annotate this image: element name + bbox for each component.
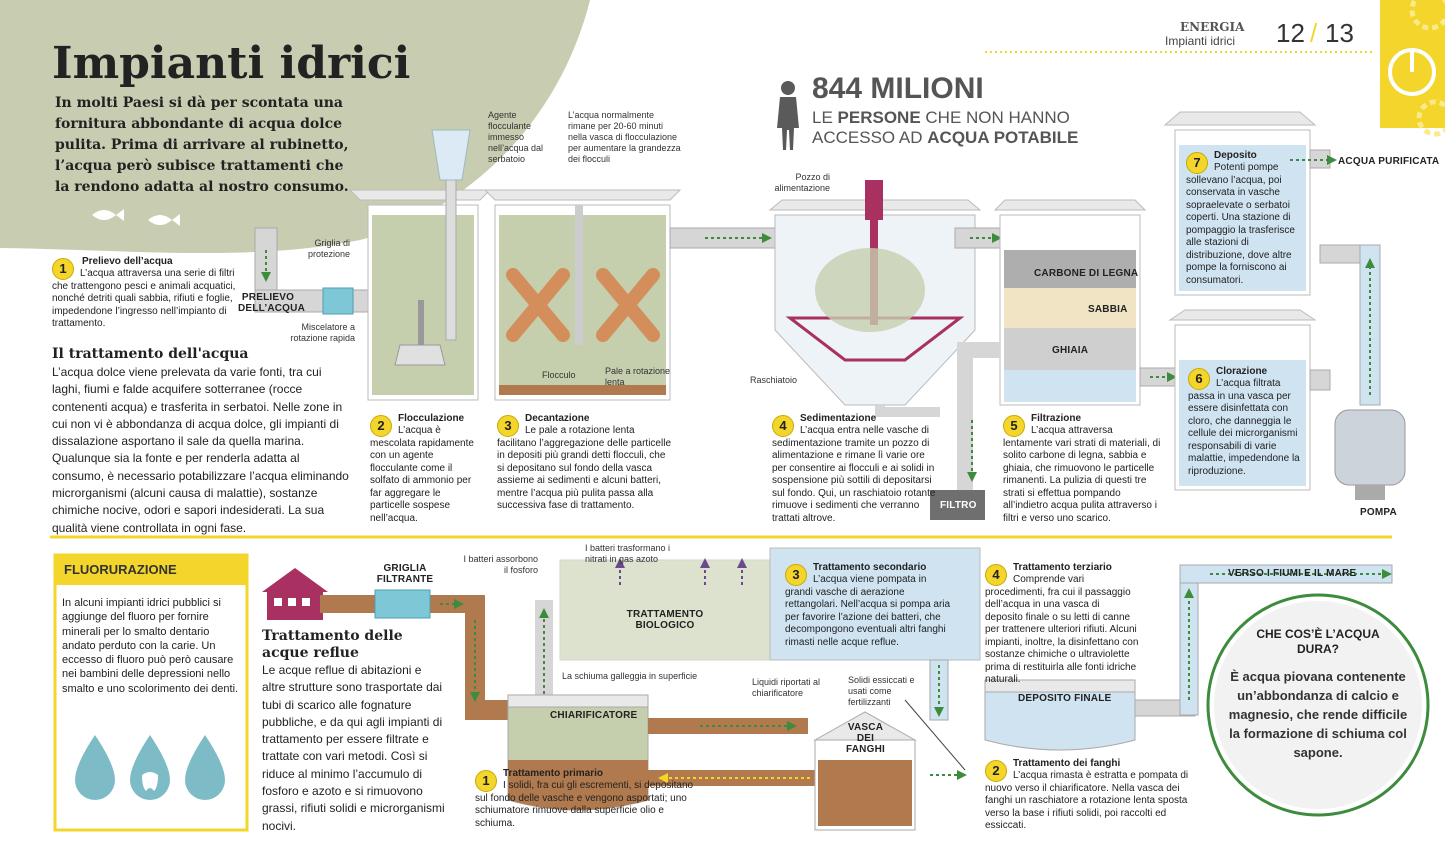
treatment-heading: Il trattamento dell'acqua (52, 346, 249, 362)
filtration-tank (995, 200, 1145, 405)
stat-text-a: LE (812, 108, 838, 127)
final-deposit-tank (985, 680, 1135, 750)
bstep-4-text: Comprende vari procedimenti, fra cui il passaggio dell’acqua in una vasca di deposito finale o su letti di canne per trattenere ulteriori rifiuti. Alcuni impianti, inoltre, la disinfettano con sostanze chimiche o ultraviolette prima di restituirla alle fonti idriche naturali. (985, 574, 1139, 685)
intake-screen (323, 288, 353, 314)
hard-water-title: CHE COS’È L’ACQUA DURA? (1256, 627, 1380, 656)
pump (1335, 410, 1405, 485)
bstep-2-title: Trattamento dei fanghi (1013, 758, 1121, 769)
step-4-text: L’acqua entra nelle vasche di sedimentazione tramite un pozzo di alimentazione e rimane lì varie ore per consentire ai flocculi e ai solidi in sospensione più sottili di depositarsi sul fondo. Qui, un raschiatoio rotante rimuove i sedimenti che verranno trattati altrove. (772, 425, 936, 524)
step-7-text: Potenti pompe sollevano l’acqua, poi conservata in vasche sopraelevate o serbatoi coperti. Una stazione di pompaggio la trasferisce alle stazioni di distribuzione, dove altre pompe la forniscono ai consumatori. (1186, 162, 1295, 286)
intro-text: In molti Paesi si dà per scontata una fornitura abbondante di acqua dolce pulita. Prima di arrivare al rubinetto, l’acqua però subisce trattamenti che la rendono adatta al nostro consumo. (55, 95, 349, 195)
label-deposito: DEPOSITO FINALE (1018, 693, 1112, 704)
fluor-title: FLUORURAZIONE (64, 562, 177, 577)
bstep-2-text: L’acqua rimasta è estratta e pompata di nuovo verso il chiarificatore. Nella vasca dei fanghi un raschiatore a rotazione lenta sposta verso la base i rifiuti solidi, poi raccolti ed essiccati. (985, 770, 1189, 831)
label-prelievo: PRELIEVO DELL’ACQUA (238, 292, 305, 314)
label-batteri-fosforo: I batteri assorbono il fosforo (463, 554, 538, 575)
step-3-title: Decantazione (525, 413, 590, 424)
label-pozzo: Pozzo di alimentazione (774, 172, 830, 193)
label-pompa: POMPA (1360, 507, 1397, 518)
label-solidi: Solidi essiccati e usati come fertilizzanti (848, 675, 915, 707)
step-6-badge: 6 (1188, 368, 1210, 390)
fluor-text: In alcuni impianti idrici pubblici si aggiunge del fluoro per fornire minerali per lo smalto dentario andato perduto con la carie. Un eccesso di fluoro può però causare nei bambini delle depressioni nello smalto e uno scolorimento dei denti. (62, 597, 239, 695)
label-carbone: CARBONE DI LEGNA (1034, 268, 1139, 279)
label-normalmente: L’acqua normalmente rimane per 20-60 minuti nella vasca di flocculazione per aumentare la grandezza dei flocculi (568, 110, 681, 164)
step-7-badge: 7 (1186, 152, 1208, 174)
label-filtro: FILTRO (940, 500, 977, 511)
step-1-badge: 1 (52, 258, 74, 280)
label-batteri-azoto: I batteri trasformano i nitrati in gas azoto (585, 543, 671, 564)
bstep-3-text: L’acqua viene pompata in grandi vasche di aerazione rettangolari. Nell’acqua si pompa aria per favorire l’azione dei batteri, che decompongono eventuali altri fanghi rimasti nelle acque reflue. (785, 574, 951, 648)
stat-number: 844 MILIONI (812, 72, 984, 105)
label-flocculo: Flocculo (542, 370, 576, 380)
sedimentation-tank (770, 180, 980, 405)
step-5-text: L’acqua attraversa lentamente vari strati di materiali, di solito carbone di legna, sabbia e ghiaia, che rimuovono le particelle rimanenti. La pulizia di questi tre strati si effettua pompando all’indietro acqua pulita attraverso i filtri e verso uno scarico. (1003, 425, 1161, 524)
label-griglia: Griglia di protezione (307, 238, 350, 259)
bstep-3-badge: 3 (785, 564, 807, 586)
label-schiuma: La schiuma galleggia in superficie (562, 671, 698, 681)
label-pale: Pale a rotazione lenta (605, 366, 671, 387)
label-biologico: TRATTAMENTO BIOLOGICO (626, 609, 704, 631)
house-icon (262, 568, 328, 620)
stat-text-c: CHE NON HANNO (920, 108, 1070, 127)
step-2-title: Flocculazione (398, 413, 465, 424)
step-7-title: Deposito (1214, 150, 1257, 161)
step-5-badge: 5 (1003, 415, 1025, 437)
label-vasca: VASCA DEI FANGHI (846, 722, 885, 755)
label-raschiatoio: Raschiatoio (750, 375, 798, 385)
header-subsection: Impianti idrici (1165, 34, 1236, 48)
label-agente: Agente flocculante immesso nell’acqua dal serbatoio (488, 110, 544, 164)
step-1-text: L’acqua attraversa una serie di filtri che trattengono pesci e animali acquatici, nonché detriti quali sabbia, rifiuti e foglie, impedendone l’ingresso nell’impianto di trattamento. (52, 268, 236, 329)
stat-text-d: ACCESSO AD (812, 128, 928, 147)
step-3-badge: 3 (497, 415, 519, 437)
label-chiarificatore: CHIARIFICATORE (550, 710, 638, 721)
treatment-body: L’acqua dolce viene prelevata da varie fonti, tra cui laghi, fiumi e falde acquifere sotterranee (rocce contenenti acqua) e trasferita in serbatoi. Nelle zone in cui non vi è abbondanza di acqua dolce, gli impianti di dissalazione asportano il sale da quella marina. Qualunque sia la fonte e per renderla adatta al consumo, è necessario potabilizzare l’acqua eliminando microrganismi (alcuni causa di malattie), sostanze chimiche nocive, odori e sapori indesiderati. La sua qualità viene controllata in ogni fase. (52, 365, 349, 535)
page-number-right: 13 (1325, 18, 1354, 48)
person-icon (777, 81, 799, 150)
step-4-title: Sedimentazione (800, 413, 877, 424)
page-number-left: 12 (1276, 18, 1305, 48)
water-drop-icon (75, 735, 225, 800)
label-ghiaia: GHIAIA (1052, 345, 1089, 356)
step-6-text: L’acqua filtrata passa in una vasca per essere disinfettata con cloro, che danneggia le cellule dei microrganismi responsabili di varie malattie, impedendone la riproduzione. (1188, 378, 1300, 477)
waste-body: Le acque reflue di abitazioni e altre strutture sono trasportate dai tubi di scarico alle fognature pubbliche, e da qui agli impianti di trattamento per essere filtrate e trattate con vari metodi. Così si riduce al minimo l’accumulo di fosforo e azoto e si rimuovono grassi, rifiuti solidi e microrganismi nocivi. (262, 663, 445, 833)
stat-block (812, 72, 1078, 148)
header-section: ENERGIA (1180, 20, 1245, 34)
bstep-1-title: Trattamento primario (503, 768, 604, 779)
bstep-1-badge: 1 (475, 770, 497, 792)
step-6-title: Clorazione (1216, 366, 1268, 377)
label-miscelatore: Miscelatore a rotazione rapida (290, 322, 355, 343)
bstep-4-badge: 4 (985, 564, 1007, 586)
label-liquidi: Liquidi riportati al chiarificatore (752, 677, 821, 698)
stat-text-b: PERSONE (837, 108, 921, 127)
step-3-text: Le pale a rotazione lenta facilitano l’aggregazione delle particelle in depositi più grandi detti flocculi, che si depositano sul fondo della vasca assieme ai sedimenti e alcuni batteri, mentre l’acqua più pulita passa alla successiva fase di trattamento. (497, 425, 671, 511)
bstep-3-title: Trattamento secondario (813, 562, 927, 573)
stat-text-e: ACQUA POTABILE (927, 128, 1079, 147)
step-5-title: Filtrazione (1031, 413, 1082, 424)
step-4-badge: 4 (772, 415, 794, 437)
label-purificata: ACQUA PURIFICATA (1338, 156, 1440, 167)
step-2-badge: 2 (370, 415, 392, 437)
label-sabbia: SABBIA (1088, 304, 1128, 315)
bstep-1-text: I solidi, fra cui gli escrementi, si depositano sul fondo delle vasche e vengono asportati; uno schiumatore rimuove dalla superficie olio e schiuma. (475, 780, 694, 829)
label-griglia-filtrante: GRIGLIA FILTRANTE (376, 563, 434, 585)
page-title: Impianti idrici (52, 38, 411, 89)
page-separator: / (1310, 18, 1318, 48)
waste-heading: Trattamento delle acque reflue (262, 628, 403, 661)
step-1-title: Prelievo dell’acqua (82, 256, 173, 267)
bstep-4-title: Trattamento terziario (1013, 562, 1112, 573)
label-fiumi: VERSO I FIUMI E IL MARE (1228, 568, 1357, 579)
bstep-2-badge: 2 (985, 760, 1007, 782)
step-2-text: L’acqua è mescolata rapidamente con un agente flocculante come il solfato di ammonio per far aggregare le particelle sospese nell’acqua. (370, 425, 474, 524)
hard-water-text: È acqua piovana contenente un’abbondanza di calcio e magnesio, che rende difficile la formazione di schiuma col sapone. (1228, 669, 1408, 760)
